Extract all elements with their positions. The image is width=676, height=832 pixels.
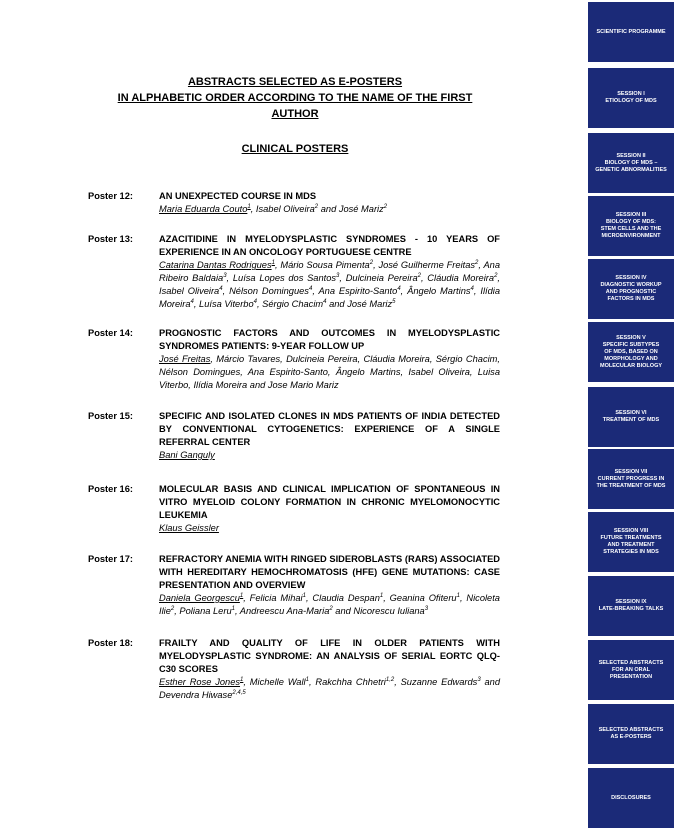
poster-number: Poster 14:: [88, 328, 133, 338]
author-affiliation: 1: [231, 605, 235, 612]
author-name: Ana Ribeiro Baldaia: [159, 260, 500, 283]
author-affiliation: 2,4,5: [232, 689, 246, 696]
author-name: Daniela Georgescu: [159, 593, 240, 603]
poster-title: PROGNOSTIC FACTORS AND OUTCOMES IN MYELODYSPLASTIC SYNDROMES PATIENTS: 9-YEAR FOLLOW UP: [159, 328, 500, 351]
poster-body: [159, 553, 500, 618]
author-name: Nicorescu Iuliana: [353, 606, 425, 616]
author-name: Nicoleta Ilie: [159, 593, 500, 616]
poster-number: Poster 16:: [88, 484, 133, 494]
poster-body: [159, 410, 500, 462]
sidebar-nav-item[interactable]: [588, 259, 674, 319]
author-affiliation: 4: [190, 298, 194, 305]
sidebar-nav-item[interactable]: [588, 133, 674, 193]
author-affiliation: 1: [239, 592, 244, 599]
sidebar-nav-label: SELECTED ABSTRACTS AS E-POSTERS: [598, 727, 664, 740]
author-name: Mário Sousa Pimenta: [280, 260, 370, 270]
poster-title: MOLECULAR BASIS AND CLINICAL IMPLICATION OF SPONTANEOUS IN VITRO MYELOID COLONY FORMATION IN CHRONIC MYELOMONOCYTIC LEUKEMIA: [159, 484, 500, 520]
sidebar-nav-label: SCIENTIFIC PROGRAMME: [596, 28, 666, 35]
poster-authors: Maria Eduarda Couto$^1$, Isabel Oliveira$^2$ and José Mariz$^2$: [159, 203, 388, 214]
sidebar-nav-item[interactable]: [588, 704, 674, 764]
author-affiliation: 2: [170, 605, 175, 612]
author-name: Geanina Ofiteru: [389, 593, 457, 603]
sidebar-nav-label: SESSION III BIOLOGY OF MDS: STEM CELLS AND THE MICROENVIRONMENT: [600, 212, 662, 239]
author-name: Ana Espirito-Santo: [318, 286, 398, 296]
sidebar-nav-item[interactable]: [588, 640, 674, 700]
poster-body: [159, 637, 500, 702]
poster-title: REFRACTORY ANEMIA WITH RINGED SIDEROBLASTS (RARS) ASSOCIATED WITH HEREDITARY HEMOCHROMATOSIS (HFE) GENE MUTATIONS: CASE PRESENTATION AND OVERVIEW: [159, 554, 500, 590]
author-affiliation: 1: [247, 203, 251, 210]
author-name: José Guilherme Freitas: [378, 260, 476, 270]
poster-body: [159, 483, 500, 535]
author-affiliation: 4: [470, 285, 474, 292]
poster-authors: Esther Rose Jones$^1$, Michelle Wall$^1$, Rakchha Chhetri$^{1,2}$, Suzanne Edwards$^3$ and Devendra Hiwase$^{2,4,5}$: [159, 676, 500, 700]
author-name: Claudia Despan: [312, 593, 380, 603]
author-name: Dulcineia Pereira: [345, 273, 418, 283]
author-name: Rakchha Chhetri: [315, 677, 386, 687]
author-affiliation: 1: [302, 592, 306, 599]
author-affiliation: 3: [424, 605, 429, 612]
author-affiliation: 4: [219, 285, 223, 292]
author-name: Michelle Wall: [249, 677, 306, 687]
poster-authors: Catarina Dantas Rodrigues$^1$, Mário Sousa Pimenta$^2$, José Guilherme Freitas$^2$, Ana Ribeiro Baldaia$^3$, Luísa Lopes dos Santos$^3$, Dulcineia Pereira$^2$, Cláudia Moreira$^2$, Isabel Oliveira$^4$, Nélson Domingues$^4$, Ana Espirito-Santo$^4$, Ângelo Martins$^4$, Ilídia Moreira$^4$, Luísa Viterbo$^4$, Sérgio Chacim$^4$ and José Mariz$^5$: [159, 259, 500, 309]
poster-number: Poster 13:: [88, 234, 133, 244]
author-name: Catarina Dantas Rodrigues: [159, 260, 272, 270]
poster-title: FRAILTY AND QUALITY OF LIFE IN OLDER PATIENTS WITH MYELODYSPLASTIC SYNDROME: AN ANALYSIS OF SERIAL EORTC QLQ-C30 SCORES: [159, 638, 500, 674]
poster-body: [159, 190, 500, 216]
poster-number: Poster 12:: [88, 191, 133, 201]
author-affiliation: 2: [383, 203, 388, 210]
author-affiliation: 4: [397, 285, 401, 292]
heading-line-1: ABSTRACTS SELECTED AS E-POSTERS: [187, 76, 403, 88]
author-name: Sérgio Chacim: [262, 299, 324, 309]
sidebar-nav-item[interactable]: [588, 196, 674, 256]
author-name: Suzanne Edwards: [400, 677, 478, 687]
poster-title: SPECIFIC AND ISOLATED CLONES IN MDS PATIENTS OF INDIA DETECTED BY CONVENTIONAL CYTOGENETICS: EXPERIENCE OF A SINGLE REFERRAL CENTER: [159, 411, 500, 447]
author-affiliation: 2: [329, 605, 333, 612]
poster-number: Poster 15:: [88, 411, 133, 421]
sidebar-nav-item[interactable]: [588, 576, 674, 636]
heading-line-2: IN ALPHABETIC ORDER ACCORDING TO THE NAME OF THE FIRST: [117, 92, 473, 104]
page-heading: [80, 74, 510, 122]
sidebar-nav-item[interactable]: [588, 322, 674, 382]
author-affiliation: 4: [323, 298, 327, 305]
author-name: Bani Ganguly: [159, 450, 215, 460]
poster-number: Poster 18:: [88, 638, 133, 648]
author-name: Luísa Viterbo: [199, 299, 254, 309]
author-affiliation: 3: [477, 676, 481, 683]
author-affiliation: 2: [369, 259, 374, 266]
sidebar-nav-item[interactable]: [588, 449, 674, 509]
poster-authors: [159, 522, 500, 535]
sidebar-nav-label: SESSION II BIOLOGY OF MDS – GENETIC ABNORMALITIES: [595, 152, 667, 173]
author-affiliation: 1,2: [385, 676, 395, 683]
sidebar-nav-label: SESSION VII CURRENT PROGRESS IN THE TREATMENT OF MDS: [596, 468, 666, 489]
sidebar-nav-item[interactable]: [588, 512, 674, 572]
author-affiliation: 5: [392, 298, 396, 305]
author-name: Ângelo Martins: [407, 286, 471, 296]
author-affiliation: 4: [253, 298, 257, 305]
author-affiliation: 2: [475, 259, 479, 266]
author-affiliation: 4: [308, 285, 313, 292]
sidebar-nav-label: SESSION VIII FUTURE TREATMENTS AND TREATMENT STRATEGIES IN MDS: [600, 528, 662, 555]
poster-title: AZACITIDINE IN MYELODYSPLASTIC SYNDROMES - 10 YEARS OF EXPERIENCE IN AN ONCOLOGY PORTUGUESE CENTRE: [159, 234, 500, 257]
author-name: Isabel Oliveira: [255, 204, 315, 214]
sidebar-nav-label: DISCLOSURES: [611, 794, 651, 801]
author-name: Andreescu Ana-Maria: [239, 606, 330, 616]
author-name: José Mariz: [338, 204, 384, 214]
author-affiliation: 3: [336, 272, 340, 279]
poster-body: [159, 233, 500, 311]
author-affiliation: 1: [456, 592, 460, 599]
author-name: Luísa Lopes dos Santos: [232, 273, 337, 283]
section-heading: CLINICAL POSTERS: [241, 143, 349, 155]
author-name: Nélson Domingues: [229, 286, 309, 296]
poster-authors: [159, 449, 500, 462]
sidebar-nav-label: SESSION IV DIAGNOSTIC WORKUP AND PROGNOSTIC FACTORS IN MDS: [600, 275, 662, 302]
author-affiliation: 2: [494, 272, 498, 279]
author-name: José Mariz: [347, 299, 393, 309]
sidebar-nav-label: SESSION I ETIOLOGY OF MDS: [605, 91, 657, 104]
author-affiliation: 3: [223, 272, 227, 279]
poster-authors: José Freitas, Márcio Tavares, Dulcineia Pereira, Cláudia Moreira, Sérgio Chacim, Nélson Domingues, Ana Espirito-Santo, Ângelo Martins, Isabel Oliveira, Luisa Viterbo, Ilídia Moreira and Jose Mario Mariz: [159, 354, 500, 390]
poster-authors: Daniela Georgescu$^1$, Felicia Mihai$^1$, Claudia Despan$^1$, Geanina Ofiteru$^1$, Nicoleta Ilie$^2$, Poliana Leru$^1$, Andreescu Ana-Maria$^2$ and Nicorescu Iuliana$^3$: [159, 592, 500, 616]
sidebar-nav-label: SESSION IX LATE-BREAKING TALKS: [598, 599, 664, 612]
heading-line-3: AUTHOR: [271, 108, 319, 120]
sidebar-nav-item[interactable]: [588, 68, 674, 128]
poster-body: [159, 327, 500, 392]
author-name: Felicia Mihai: [249, 593, 303, 603]
author-affiliation: 1: [271, 259, 275, 266]
sidebar-nav-label: SESSION V SPECIFIC SUBTYPES OF MDS, BASED ON MORPHOLOGY AND MOLECULAR BIOLOGY: [599, 334, 663, 369]
author-name: Ilídia Moreira: [159, 286, 500, 309]
author-name: Klaus Geissler: [159, 523, 219, 533]
author-affiliation: 2: [314, 203, 319, 210]
poster-title: AN UNEXPECTED COURSE IN MDS: [159, 191, 317, 201]
author-name: Cláudia Moreira: [427, 273, 495, 283]
author-affiliation: 1: [305, 676, 309, 683]
author-name: Devendra Hiwase: [159, 690, 233, 700]
author-name: Esther Rose Jones: [159, 677, 241, 687]
author-name: Maria Eduarda Couto: [159, 204, 248, 214]
author-name: Isabel Oliveira: [159, 286, 220, 296]
sidebar-nav-label: SESSION VI TREATMENT OF MDS: [602, 410, 660, 423]
sidebar-nav-item[interactable]: [588, 768, 674, 828]
sidebar-nav-item[interactable]: [588, 2, 674, 62]
sidebar-nav-label: SELECTED ABSTRACTS FOR AN ORAL PRESENTATION: [598, 659, 664, 680]
author-affiliation: 2: [417, 272, 421, 279]
poster-number: Poster 17:: [88, 554, 133, 564]
author-affiliation: 1: [379, 592, 384, 599]
author-name: José Freitas: [159, 354, 211, 364]
sidebar-navigation: [586, 0, 676, 832]
author-affiliation: 1: [240, 676, 244, 683]
author-name: Poliana Leru: [179, 606, 232, 616]
sidebar-nav-item[interactable]: [588, 387, 674, 447]
